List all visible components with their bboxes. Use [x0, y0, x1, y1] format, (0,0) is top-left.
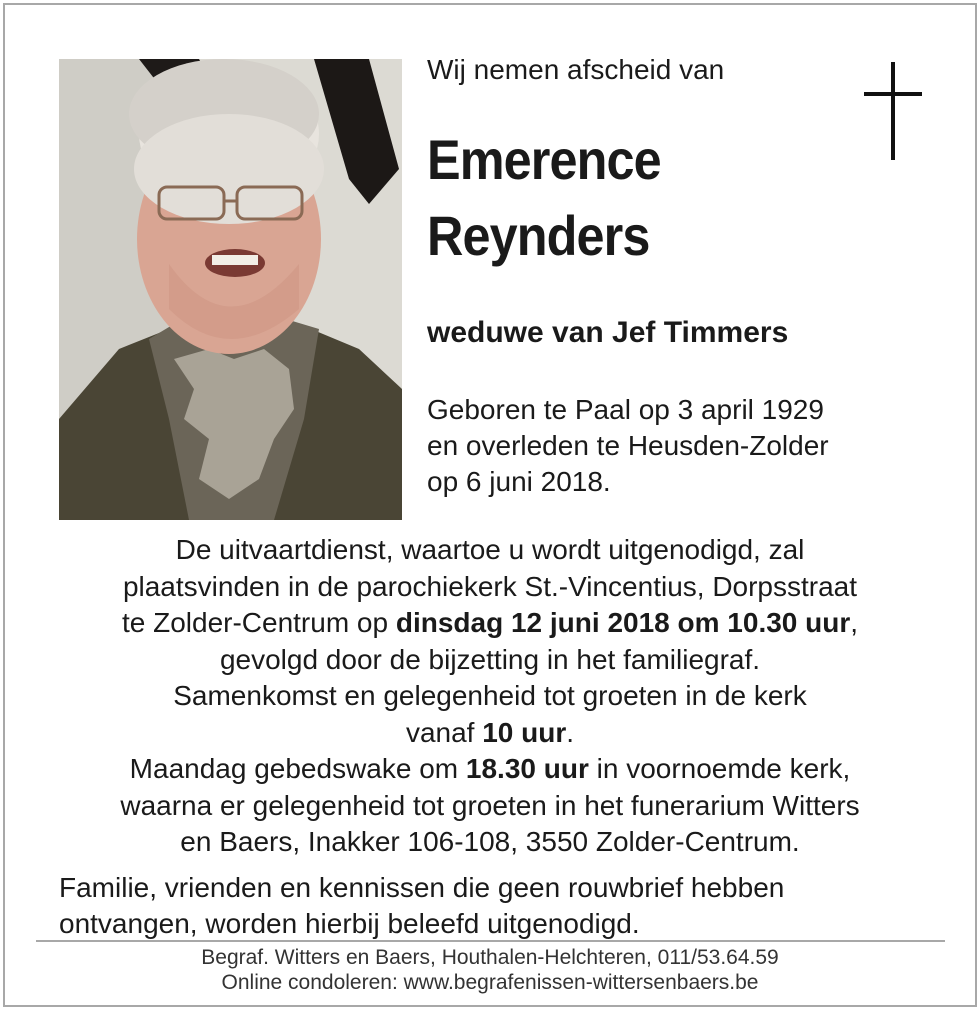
family-line: ontvangen, worden hierbij beleefd uitgenodigd.	[59, 908, 640, 939]
service-line: plaatsvinden in de parochiekerk St.-Vincentius, Dorpsstraat	[122, 570, 858, 602]
intro-text: Wij nemen afscheid van	[427, 54, 725, 85]
family-line: Familie, vrienden en kennissen die geen rouwbrief hebben	[59, 872, 785, 903]
service-line: te Zolder-Centrum op dinsdag 12 juni 2018 om 10.30 uur,	[121, 607, 859, 638]
service-line: Maandag gebedswake om 18.30 uur in voornoemde kerk,	[129, 753, 851, 784]
family-invitation	[59, 870, 784, 942]
cross-icon	[864, 62, 922, 160]
service-line: De uitvaartdienst, waartoe u wordt uitgenodigd, zal	[175, 534, 805, 565]
service-line: Samenkomst en gelegenheid tot groeten in de kerk	[173, 680, 807, 711]
death-line: en overleden te Heusden-Zolder	[427, 430, 829, 461]
last-name: Reynders	[427, 204, 650, 267]
service-datetime: dinsdag 12 juni 2018 om 10.30 uur	[395, 607, 851, 638]
online-condolence-link: Online condoleren: www.begrafenissen-wittersenbaers.be	[221, 971, 759, 994]
service-line: en Baers, Inakker 106-108, 3550 Zolder-Centrum.	[180, 826, 800, 857]
service-line: vanaf 10 uur.	[405, 716, 575, 748]
death-date-line: op 6 juni 2018.	[427, 466, 611, 497]
widow-line: weduwe van Jef Timmers	[427, 316, 789, 349]
funeral-service-details	[40, 532, 940, 861]
first-name: Emerence	[427, 128, 661, 191]
service-line: gevolgd door de bijzetting in het familiegraf.	[219, 643, 761, 675]
vigil-time: 18.30 uur	[465, 753, 589, 784]
gathering-time: 10 uur	[482, 716, 567, 748]
portrait-photo	[59, 59, 402, 520]
birth-line: Geboren te Paal op 3 april 1929	[427, 394, 824, 425]
funeral-home-contact: Begraf. Witters en Baers, Houthalen-Helchteren, 011/53.64.59	[201, 946, 779, 969]
deceased-name	[427, 122, 661, 274]
footer-divider	[36, 940, 945, 942]
birth-death-details	[427, 392, 829, 500]
service-line: waarna er gelegenheid tot groeten in het funerarium Witters	[120, 789, 860, 821]
footer	[0, 945, 980, 995]
